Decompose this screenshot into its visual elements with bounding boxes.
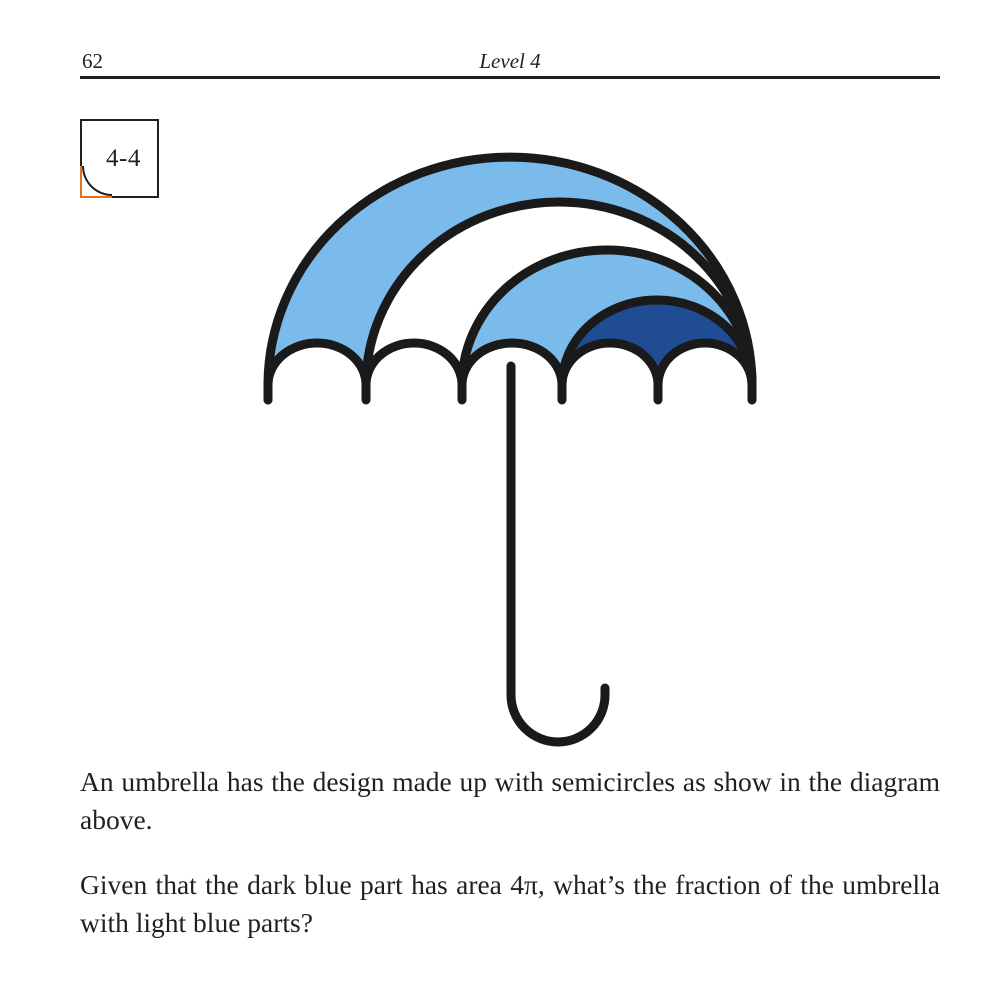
problem-paragraph-1: An umbrella has the design made up with semicircles as show in the diagram above. <box>80 766 940 835</box>
running-title: Level 4 <box>479 49 541 73</box>
problem-number: 4-4 <box>106 145 141 172</box>
problem-paragraph-2: Given that the dark blue part has area 4π, what’s the fraction of the umbrella with light blue parts? <box>80 869 940 938</box>
page-number: 62 <box>82 49 103 73</box>
umbrella-handle <box>511 366 605 742</box>
